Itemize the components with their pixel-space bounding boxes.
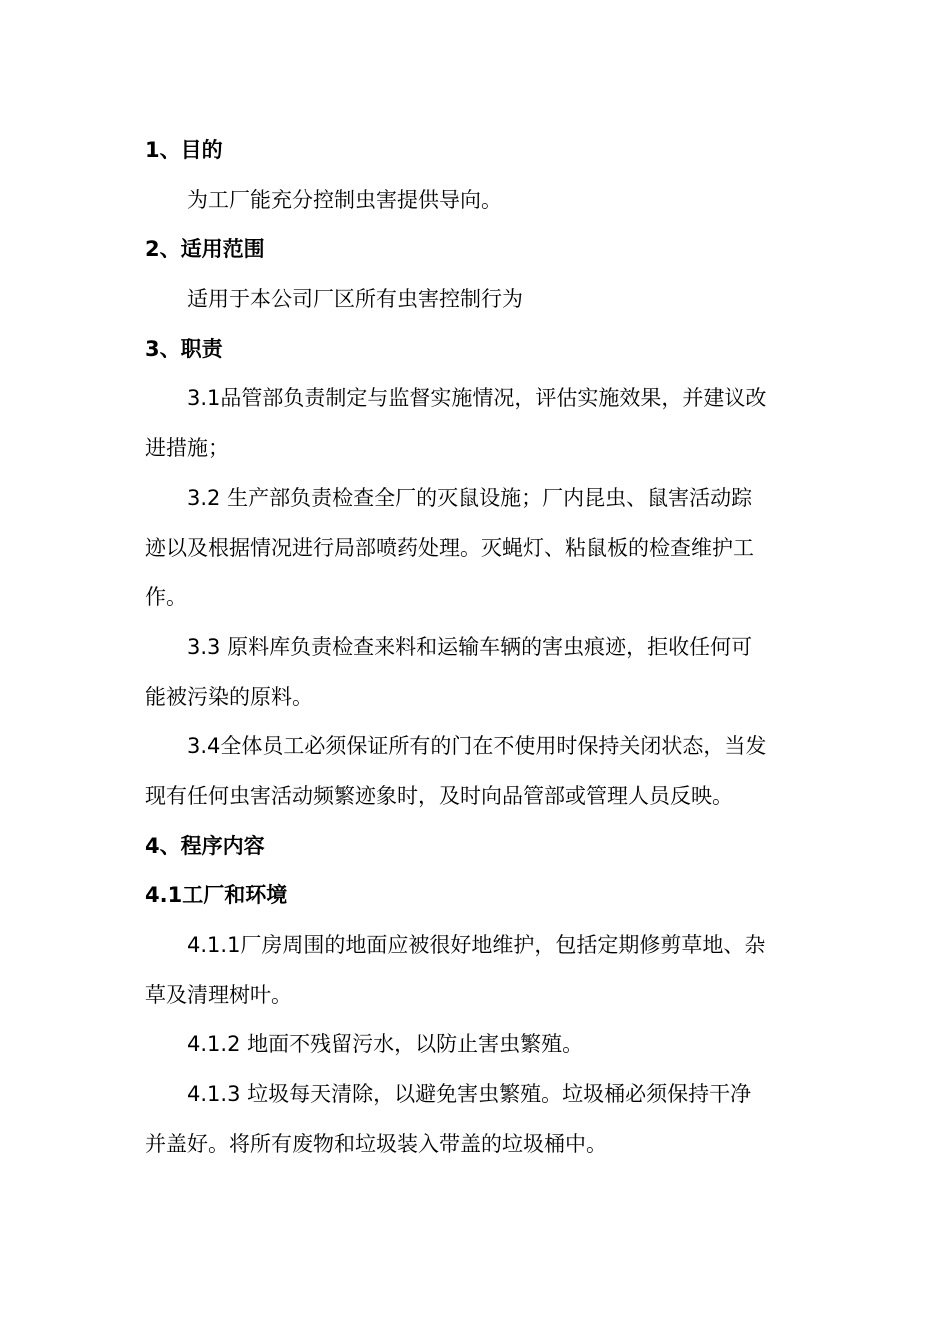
paragraph-line: 3.3 原料库负责检查来料和运输车辆的害虫痕迹，拒收任何可 <box>187 634 753 659</box>
paragraph-line: 草及清理树叶。 <box>145 982 292 1007</box>
paragraph-line: 现有任何虫害活动频繁迹象时，及时向品管部或管理人员反映。 <box>145 783 733 808</box>
paragraph-line: 3.1品管部负责制定与监督实施情况，评估实施效果，并建议改 <box>187 386 767 411</box>
paragraph-line: 4.1.1厂房周围的地面应被很好地维护，包括定期修剪草地、杂 <box>187 933 766 957</box>
paragraph-line: 4.1.2 地面不残留污水，以防止害虫繁殖。 <box>187 1032 584 1057</box>
paragraph-line: 为工厂能充分控制虫害提供导向。 <box>187 187 502 212</box>
section-heading-purpose: 1、目的 <box>145 138 223 162</box>
paragraph-line: 并盖好。将所有废物和垃圾装入带盖的垃圾桶中。 <box>145 1131 607 1156</box>
document-page <box>145 126 807 1169</box>
section-heading-scope: 2、适用范围 <box>145 237 265 262</box>
paragraph-line: 4.1.3 垃圾每天清除，以避免害虫繁殖。垃圾桶必须保持干净 <box>187 1082 752 1107</box>
paragraph-line: 进措施； <box>145 436 229 461</box>
paragraph-line: 适用于本公司厂区所有虫害控制行为 <box>187 287 523 312</box>
paragraph-line: 作。 <box>145 585 187 610</box>
paragraph-line: 3.4全体员工必须保证所有的门在不使用时保持关闭状态，当发 <box>187 734 767 759</box>
subsection-heading-factory-environment: 4.1工厂和环境 <box>145 883 288 908</box>
section-heading-responsibilities: 3、职责 <box>145 336 223 361</box>
paragraph-line: 能被污染的原料。 <box>145 684 313 709</box>
section-heading-procedure: 4、程序内容 <box>145 833 265 858</box>
paragraph-line: 3.2 生产部负责检查全厂的灭鼠设施；厂内昆虫、鼠害活动踪 <box>187 485 753 510</box>
paragraph-line: 迹以及根据情况进行局部喷药处理。灭蝇灯、粘鼠板的检查维护工 <box>145 535 754 560</box>
